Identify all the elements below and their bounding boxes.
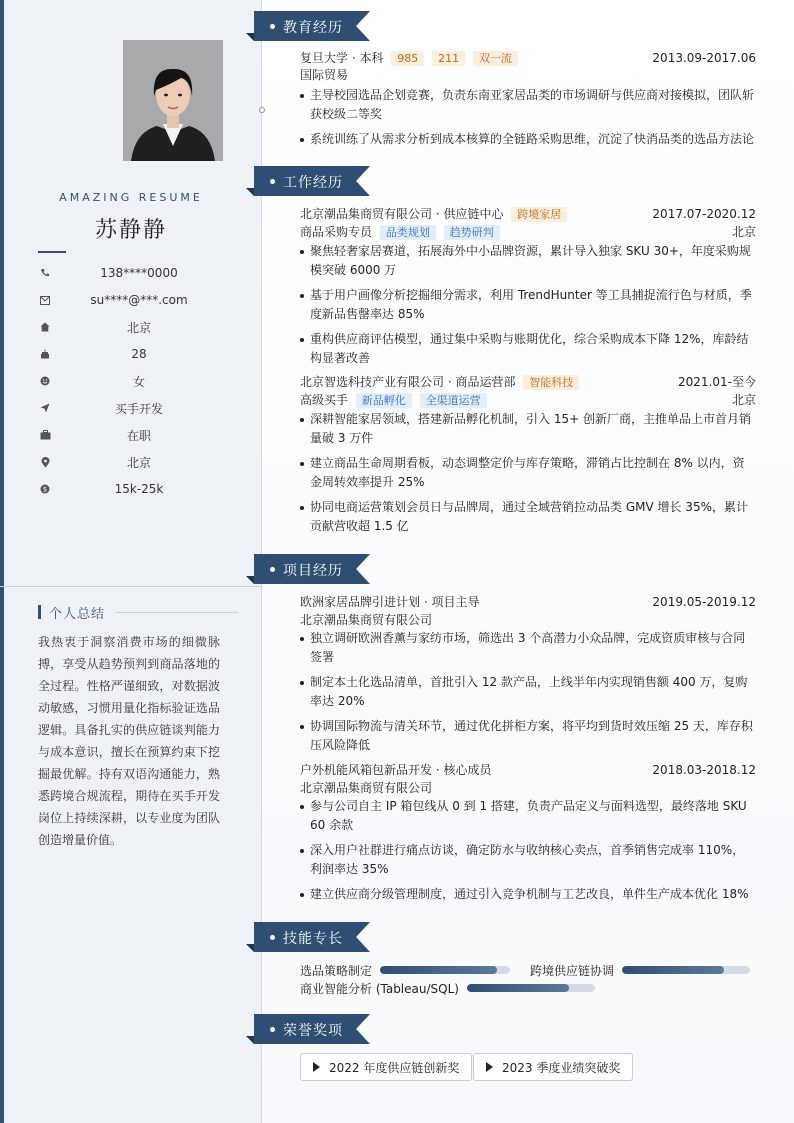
bullet-dot	[300, 725, 304, 729]
target-role-value: 买手开发	[114, 401, 163, 416]
play-icon	[313, 1062, 320, 1072]
work-date: 2017.07-2020.12	[652, 207, 756, 221]
work-date: 2021.01-至今	[678, 375, 756, 389]
section-title: 项目经历	[283, 563, 343, 579]
project-date: 2019.05-2019.12	[652, 595, 756, 609]
ribbon-fold	[246, 944, 254, 952]
role-name: 商品采购专员	[300, 225, 373, 239]
list-item	[300, 130, 756, 149]
ribbon-dot	[270, 179, 275, 184]
list-item	[300, 885, 756, 904]
candidate-name: 苏静静	[94, 218, 167, 243]
section-project-header	[246, 554, 370, 584]
skill-name: 商业智能分析 (Tableau/SQL)	[300, 981, 459, 996]
company-name: 北京智选科技产业有限公司 · 商品运营部	[300, 375, 516, 389]
bullet-text: 深耕智能家居领域，搭建新品孵化机制，引入 15+ 创新厂商，主推单品上市首月销量破 3 万件	[310, 412, 751, 445]
project-org: 北京潮品集商贸有限公司	[300, 613, 433, 627]
ribbon-dot	[270, 1027, 275, 1032]
role-name: 高级买手	[300, 393, 349, 407]
ribbon-fold	[246, 188, 254, 196]
list-item	[300, 797, 756, 835]
bullet-text: 协同电商运营策划会员日与品牌周，通过全域营销拉动品类 GMV 增长 35%，累计贡献营收超 1.5 亿	[310, 500, 748, 533]
bullet-text: 独立调研欧洲香薰与家纺市场，筛选出 3 个高潜力小众品牌，完成资质审核与合同签署	[310, 631, 746, 664]
company-name: 北京潮品集商贸有限公司 · 供应链中心	[300, 207, 504, 221]
skill-name: 跨境供应链协调	[530, 963, 615, 978]
education-date: 2013.09-2017.06	[652, 51, 756, 65]
list-item	[300, 86, 756, 124]
list-item	[300, 629, 756, 667]
education-tag: 双一流	[473, 51, 518, 66]
bullet-dot	[300, 637, 304, 641]
name-underline	[38, 251, 66, 253]
bullet-text: 主导校园选品企划竞赛，负责东南亚家居品类的市场调研与供应商对接模拟，团队斩获校级二等奖	[310, 88, 755, 121]
sidebar-edge	[0, 0, 4, 1123]
section-title: 荣誉奖项	[283, 1023, 343, 1039]
work-header-row	[300, 373, 756, 391]
list-item	[300, 673, 756, 711]
salary-value: 15k-25k	[114, 482, 164, 496]
section-title: 技能专长	[283, 931, 343, 947]
education-tag: 985	[391, 51, 424, 66]
bullet-dot	[300, 849, 304, 853]
list-item	[300, 454, 756, 492]
list-item	[300, 242, 756, 280]
phone-value: 138****0000	[100, 266, 178, 280]
bullet-dot	[300, 294, 304, 298]
status-value: 在职	[126, 428, 151, 443]
gender-value: 女	[132, 374, 145, 389]
bullet-text: 制定本土化选品清单，首批引入 12 款产品，上线半年内实现销售额 400 万，复购率达 20%	[310, 675, 748, 708]
section-work-header	[246, 166, 370, 196]
skill-bar	[622, 966, 750, 974]
summary-heading-line	[115, 612, 238, 613]
summary-heading-bar	[38, 605, 41, 619]
skill-bar	[380, 966, 510, 974]
bullet-dot	[300, 250, 304, 254]
bullet-dot	[300, 94, 304, 98]
bullet-dot	[300, 462, 304, 466]
section-awards-header	[246, 1014, 370, 1044]
info-location	[38, 452, 238, 472]
ribbon-fold	[246, 1036, 254, 1044]
list-item	[300, 410, 756, 448]
info-target-role	[38, 398, 238, 418]
info-salary	[38, 479, 238, 499]
bullet-text: 建立供应商分级管理制度，通过引入竞争机制与工艺改良，单件生产成本优化 18%	[310, 887, 749, 901]
section-title: 工作经历	[283, 175, 343, 191]
summary-text: 我热衷于洞察消费市场的细微脉搏，享受从趋势预判到商品落地的全过程。性格严谨细致，对数据波动敏感，习惯用量化指标验证选品逻辑。具备扎实的供应链谈判能力与成本意识，擅长在预算约束下挖掘最优解。持有双语沟通能力，熟悉跨境合规流程，期待在买手开发岗位上持续深耕，以专业度为团队创造增量价值。	[38, 635, 220, 847]
summary-heading	[38, 604, 238, 620]
role-tag: 全渠道运营	[420, 393, 487, 408]
info-home	[38, 317, 238, 337]
bullet-dot	[300, 805, 304, 809]
location-value: 北京	[126, 455, 151, 470]
timeline-dot	[259, 107, 265, 113]
bullet-dot	[300, 138, 304, 142]
bullet-text: 协调国际物流与清关环节，通过优化拼柜方案，将平均到货时效压缩 25 天，库存积压风险降低	[310, 719, 753, 752]
ribbon-dot	[270, 567, 275, 572]
bullet-text: 重构供应商评估模型，通过集中采购与账期优化，综合采购成本下降 12%，库龄结构显著改善	[310, 332, 749, 365]
work-role-row	[300, 223, 756, 241]
bullet-dot	[300, 506, 304, 510]
list-item	[300, 717, 756, 755]
project-name: 欧洲家居品牌引进计划 · 项目主导	[300, 595, 480, 609]
info-email	[38, 290, 238, 310]
ribbon-fold	[246, 33, 254, 41]
role-tag: 趋势研判	[444, 225, 500, 240]
skill-bar	[467, 984, 595, 992]
award-label: 2022 年度供应链创新奖	[329, 1060, 460, 1075]
award-badge	[300, 1053, 472, 1081]
education-tag: 211	[432, 51, 465, 66]
bullet-text: 建立商品生命周期看板，动态调整定价与库存策略，滞销占比控制在 8% 以内，资金周转效率提升 25%	[310, 456, 745, 489]
list-item	[300, 330, 756, 368]
info-phone	[38, 263, 238, 283]
project-org: 北京潮品集商贸有限公司	[300, 781, 433, 795]
age-value: 28	[131, 347, 147, 361]
role-tag: 新品孵化	[356, 393, 412, 408]
bullet-text: 参与公司自主 IP 箱包线从 0 到 1 搭建，负责产品定义与面料选型，最终落地 SKU 60 余款	[310, 799, 747, 832]
list-item	[300, 841, 756, 879]
bullet-text: 深入用户社群进行痛点访谈，确定防水与收纳核心卖点，首季销售完成率 110%，利润率达 35%	[310, 843, 745, 876]
info-age	[38, 344, 238, 364]
info-status	[38, 425, 238, 445]
ribbon-dot	[270, 935, 275, 940]
skill-bar-fill	[622, 966, 724, 974]
work-header-row	[300, 205, 756, 223]
skill-name: 选品策略制定	[300, 963, 373, 978]
bullet-dot	[300, 681, 304, 685]
list-item	[300, 286, 756, 324]
ribbon-dot	[270, 24, 275, 29]
bullet-dot	[300, 418, 304, 422]
company-tag: 跨境家居	[511, 207, 567, 222]
email-value: su****@***.com	[90, 293, 188, 307]
bullet-text: 系统训练了从需求分析到成本核算的全链路采购思维，沉淀了快消品类的选品方法论	[310, 132, 755, 146]
list-item	[300, 498, 756, 536]
work-role-row	[300, 391, 756, 409]
award-badge	[473, 1053, 633, 1081]
skill-item	[530, 962, 750, 978]
work-city: 北京	[731, 225, 756, 239]
resume-subtitle: AMAZING RESUME	[59, 191, 203, 204]
hometown-value: 北京	[126, 320, 151, 335]
company-tag: 智能科技	[523, 375, 579, 390]
bullet-dot	[300, 893, 304, 897]
sidebar-divider	[0, 586, 262, 587]
summary-title: 个人总结	[49, 606, 106, 622]
play-icon	[486, 1062, 493, 1072]
project-org-row	[300, 779, 756, 797]
major-name: 国际贸易	[300, 68, 349, 82]
education-header-row	[300, 49, 756, 67]
bullet-text: 聚焦轻奢家居赛道，拓展海外中小品牌资源，累计导入独家 SKU 30+，年度采购规模突破 6000 万	[310, 244, 751, 277]
section-education-header	[246, 11, 370, 41]
skill-item	[300, 962, 510, 978]
role-tag: 品类规划	[380, 225, 436, 240]
skill-item	[300, 980, 595, 996]
project-header-row	[300, 593, 756, 611]
avatar	[123, 40, 223, 161]
school-name: 复旦大学 · 本科	[300, 51, 384, 65]
bullet-dot	[300, 338, 304, 342]
work-city: 北京	[731, 393, 756, 407]
sidebar	[0, 0, 262, 1123]
project-name: 户外机能风箱包新品开发 · 核心成员	[300, 763, 492, 777]
section-skills-header	[246, 922, 370, 952]
education-major	[300, 66, 756, 84]
info-gender	[38, 371, 238, 391]
ribbon-fold	[246, 576, 254, 584]
skill-bar-fill	[467, 984, 569, 992]
project-org-row	[300, 611, 756, 629]
award-label: 2023 季度业绩突破奖	[502, 1060, 621, 1075]
project-date: 2018.03-2018.12	[652, 763, 756, 777]
project-header-row	[300, 761, 756, 779]
bullet-text: 基于用户画像分析挖掘细分需求，利用 TrendHunter 等工具捕捉流行色与材质，季度新品售罄率达 85%	[310, 288, 752, 321]
svg-text:$: $	[42, 485, 48, 494]
skill-bar-fill	[380, 966, 497, 974]
section-title: 教育经历	[283, 20, 343, 36]
